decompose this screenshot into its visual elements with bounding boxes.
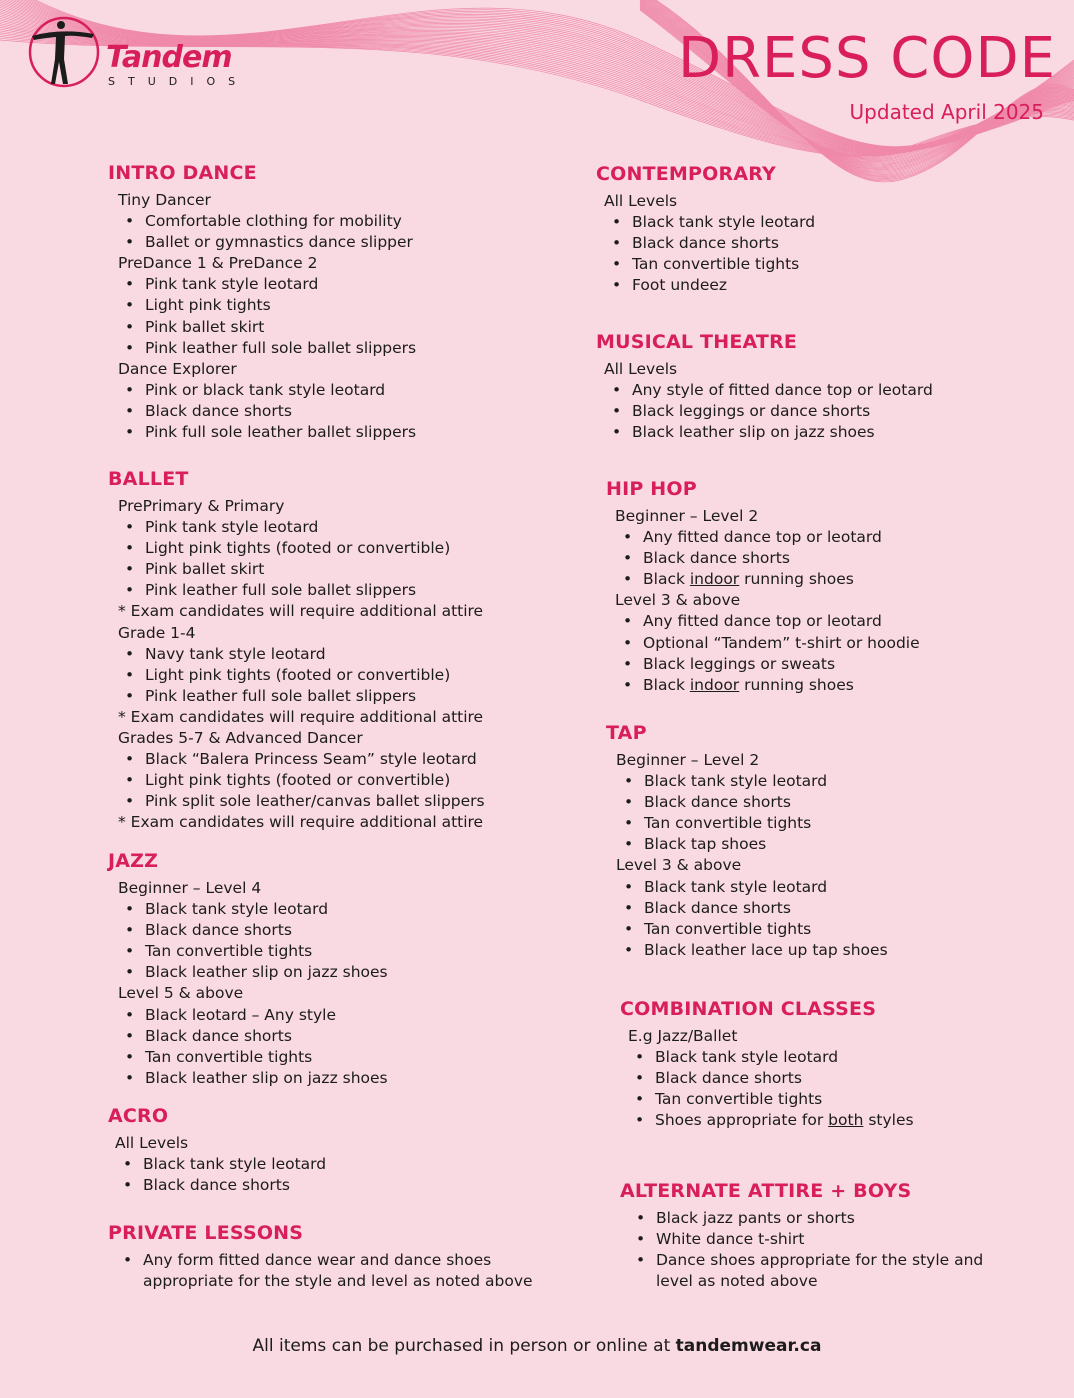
section-intro-dance (108, 162, 416, 443)
list-item: • Black dance shorts (655, 1068, 914, 1089)
item-text: Black (643, 675, 690, 694)
list-item: • Black leggings or sweats (643, 654, 920, 675)
item-list (606, 771, 888, 855)
section-title: JAZZ (108, 850, 159, 872)
footer-website-link[interactable]: tandemwear.ca (675, 1336, 822, 1356)
list-item: • Dance shoes appropriate for the style and level as noted above (656, 1250, 1000, 1292)
list-item: • Black leggings or dance shorts (632, 401, 933, 422)
list-item: • Any form fitted dance wear and dance shoes appropriate for the style and level as noted above (143, 1250, 548, 1292)
section-title: PRIVATE LESSONS (108, 1222, 304, 1244)
list-item: • Tan convertible tights (632, 254, 815, 275)
logo-subtitle: STUDIOS (108, 75, 249, 88)
exam-note: * Exam candidates will require additional attire (118, 602, 484, 621)
list-item: • Black leather lace up tap shoes (644, 940, 888, 961)
list-item: • Pink ballet skirt (145, 317, 416, 338)
dancer-logo-icon (24, 14, 109, 89)
item-list (108, 749, 485, 812)
emphasis-text: both (828, 1111, 864, 1130)
list-item: • Comfortable clothing for mobility (145, 211, 416, 232)
group-label: Grade 1-4 (118, 623, 196, 642)
list-item: • Pink leather full sole ballet slippers (145, 686, 485, 707)
list-item: • Foot undeez (632, 275, 815, 296)
item-text: Shoes appropriate for (655, 1111, 829, 1130)
section-combination-classes (620, 998, 914, 1131)
group-label: PreDance 1 & PreDance 2 (118, 254, 318, 273)
list-item: • Any fitted dance top or leotard (643, 611, 920, 632)
group-label: All Levels (604, 360, 678, 378)
section-tap (606, 722, 888, 961)
list-item: • Light pink tights (footed or convertible) (145, 665, 485, 686)
item-list (108, 380, 416, 443)
list-item: • Tan convertible tights (145, 941, 388, 962)
item-list (108, 1154, 326, 1196)
list-item: • Black tank style leotard (632, 212, 815, 233)
list-item: • Black dance shorts (644, 898, 888, 919)
group-label: Level 5 & above (118, 984, 244, 1003)
list-item: • Pink ballet skirt (145, 559, 485, 580)
list-item: • Navy tank style leotard (145, 644, 485, 665)
list-item: • Pink leather full sole ballet slippers (145, 580, 485, 601)
group-label: All Levels (604, 192, 678, 210)
item-list (596, 380, 933, 443)
item-list (108, 274, 416, 358)
group-label: Dance Explorer (118, 359, 237, 378)
list-item: • Black tap shoes (644, 834, 888, 855)
item-list (620, 1208, 1000, 1292)
section-title: CONTEMPORARY (596, 163, 777, 185)
list-item (643, 569, 920, 590)
page-title: DRESS CODE (678, 26, 1056, 91)
group-label: Level 3 & above (616, 856, 742, 875)
logo-wordmark: Tandem (106, 40, 232, 75)
section-private-lessons (108, 1222, 548, 1292)
list-item: • Any fitted dance top or leotard (643, 527, 920, 548)
group-label: Beginner – Level 4 (118, 879, 262, 897)
item-list (108, 1005, 388, 1089)
list-item: • Any style of fitted dance top or leotard (632, 380, 933, 401)
list-item: • Black dance shorts (143, 1175, 326, 1196)
item-list (108, 1250, 548, 1292)
section-alternate-attire (620, 1180, 1000, 1292)
list-item: • Pink tank style leotard (145, 274, 416, 295)
item-text: Black (643, 570, 690, 589)
list-item: • Black dance shorts (145, 1026, 388, 1047)
list-item: • Tan convertible tights (644, 813, 888, 834)
section-title: BALLET (108, 468, 189, 490)
list-item: • Tan convertible tights (655, 1089, 914, 1110)
footer (0, 1336, 1074, 1356)
list-item: • Black leather slip on jazz shoes (145, 1068, 388, 1089)
group-label: All Levels (115, 1134, 189, 1152)
section-title: COMBINATION CLASSES (620, 998, 877, 1020)
list-item: • Pink split sole leather/canvas ballet slippers (145, 791, 485, 812)
list-item: • Pink tank style leotard (145, 517, 485, 538)
list-item: • Black dance shorts (643, 548, 920, 569)
section-contemporary (596, 163, 815, 296)
group-label: Beginner – Level 2 (616, 751, 760, 769)
list-item: • Light pink tights (145, 295, 416, 316)
list-item: • Black tank style leotard (143, 1154, 326, 1175)
group-label: Tiny Dancer (118, 191, 211, 209)
group-label: Grades 5-7 & Advanced Dancer (118, 729, 363, 748)
group-label: Beginner – Level 2 (615, 507, 759, 525)
item-text: styles (863, 1111, 914, 1130)
footer-text: All items can be purchased in person or online at (252, 1336, 676, 1356)
emphasis-text: indoor (689, 675, 740, 694)
section-musical-theatre (596, 331, 933, 443)
item-text: running shoes (739, 570, 854, 589)
list-item: • Black tank style leotard (644, 877, 888, 898)
list-item: • Black leotard – Any style (145, 1005, 388, 1026)
list-item: • Black tank style leotard (655, 1047, 914, 1068)
list-item: • Black tank style leotard (145, 899, 388, 920)
list-item (643, 675, 920, 696)
item-list (108, 644, 485, 707)
logo (24, 14, 249, 89)
list-item: • Black dance shorts (145, 401, 416, 422)
section-jazz (108, 850, 388, 1089)
item-list (108, 211, 416, 253)
list-item: • Black jazz pants or shorts (656, 1208, 1000, 1229)
item-list (108, 517, 485, 601)
section-title: HIP HOP (606, 478, 697, 500)
emphasis-text: indoor (689, 570, 740, 589)
exam-note: * Exam candidates will require additional attire (118, 707, 484, 726)
group-label: Level 3 & above (615, 591, 741, 610)
list-item: • Pink full sole leather ballet slippers (145, 422, 416, 443)
section-title: TAP (606, 722, 647, 744)
list-item: • Black dance shorts (644, 792, 888, 813)
list-item: • Pink or black tank style leotard (145, 380, 416, 401)
list-item: • Tan convertible tights (644, 919, 888, 940)
item-list (606, 877, 888, 961)
list-item: • Black dance shorts (145, 920, 388, 941)
section-title: MUSICAL THEATRE (596, 331, 798, 353)
list-item: • White dance t-shirt (656, 1229, 1000, 1250)
list-item: • Tan convertible tights (145, 1047, 388, 1068)
section-title: ALTERNATE ATTIRE + BOYS (620, 1180, 912, 1202)
list-item: • Light pink tights (footed or convertible) (145, 538, 485, 559)
item-list (596, 212, 815, 296)
group-label: E.g Jazz/Ballet (628, 1027, 738, 1045)
group-label: PrePrimary & Primary (118, 497, 285, 515)
section-title: INTRO DANCE (108, 162, 257, 184)
item-list (606, 611, 920, 695)
section-title: ACRO (108, 1105, 169, 1127)
section-hip-hop (606, 478, 920, 696)
exam-note: * Exam candidates will require additional attire (118, 813, 484, 832)
section-ballet (108, 468, 485, 834)
list-item: • Black “Balera Princess Seam” style leotard (145, 749, 485, 770)
item-list (620, 1047, 914, 1131)
list-item (655, 1110, 914, 1131)
list-item: • Black leather slip on jazz shoes (632, 422, 933, 443)
updated-date: Updated April 2025 (849, 100, 1044, 124)
list-item: • Black tank style leotard (644, 771, 888, 792)
list-item: • Black dance shorts (632, 233, 815, 254)
item-text: running shoes (739, 675, 854, 694)
list-item: • Optional “Tandem” t-shirt or hoodie (643, 633, 920, 654)
list-item: • Pink leather full sole ballet slippers (145, 338, 416, 359)
section-acro (108, 1105, 326, 1196)
list-item: • Ballet or gymnastics dance slipper (145, 232, 416, 253)
list-item: • Light pink tights (footed or convertible) (145, 770, 485, 791)
item-list (108, 899, 388, 983)
item-list (606, 527, 920, 590)
list-item: • Black leather slip on jazz shoes (145, 962, 388, 983)
